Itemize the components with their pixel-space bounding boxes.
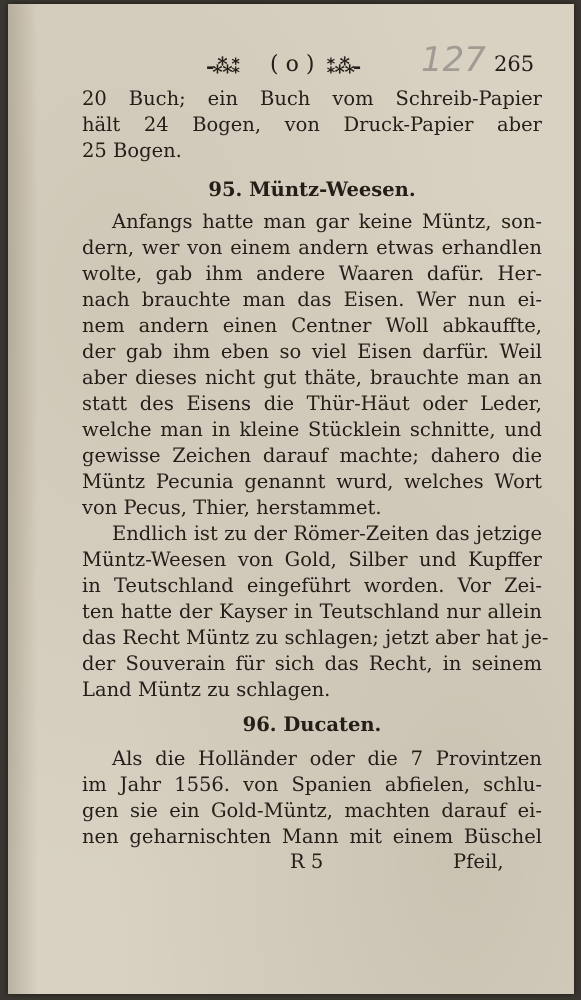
text-line: Als die Holländer oder die 7 Provintzen <box>112 747 542 770</box>
text-line: 25 Bogen. <box>82 139 182 162</box>
text-line: hält 24 Bogen, von Druck-Papier aber <box>82 113 542 136</box>
text-line: Endlich ist zu der Römer-Zeiten das jetzige <box>112 522 542 545</box>
ornament-left: -⁂⁑ <box>206 54 240 78</box>
signature-mark: ( o ) <box>270 52 315 77</box>
text-line: von Pecus, Thier, herstammet. <box>82 496 382 519</box>
ornament-right: ⁑⁂- <box>326 54 360 78</box>
text-line: Anfangs hatte man gar keine Müntz, son- <box>112 210 542 233</box>
text-line: Müntz-Weesen von Gold, Silber und Kupffer <box>82 548 542 571</box>
text-line: wolte, gab ihm andere Waaren dafür. Her- <box>82 262 542 285</box>
text-line: nen geharnischten Mann mit einem Büschel <box>82 825 542 848</box>
text-line: welche man in kleine Stücklein schnitte, und <box>82 418 542 441</box>
page-footer <box>8 850 574 880</box>
text-line: das Recht Müntz zu schlagen; jetzt aber hat je- <box>82 626 549 649</box>
handwritten-note: 127 <box>421 40 486 80</box>
text-line: der Souverain für sich das Recht, in seinem <box>82 652 542 675</box>
page-number: 265 <box>494 52 535 76</box>
book-page <box>8 4 574 994</box>
text-line: dern, wer von einem andern etwas erhandlen <box>82 236 542 259</box>
section-heading: 95. Müntz-Weesen. <box>208 178 416 201</box>
section-heading: 96. Ducaten. <box>242 713 382 736</box>
running-head <box>8 40 574 88</box>
text-line: Müntz Pecunia genannt wurd, welches Wort <box>82 470 542 493</box>
text-line: der gab ihm eben so viel Eisen darfür. Weil <box>82 340 542 363</box>
text-line: statt des Eisens die Thür-Häut oder Leder, <box>82 392 542 415</box>
text-line: 20 Buch; ein Buch vom Schreib-Papier <box>82 87 542 110</box>
text-line: nem andern einen Centner Woll abkauffte, <box>82 314 542 337</box>
signature-letter: R 5 <box>290 850 324 873</box>
text-line: nach brauchte man das Eisen. Wer nun ei- <box>82 288 542 311</box>
catchword: Pfeil, <box>453 850 504 873</box>
text-line: gen sie ein Gold-Müntz, machten darauf ei- <box>82 799 542 822</box>
text-line: Land Müntz zu schlagen. <box>82 678 331 701</box>
text-line: aber dieses nicht gut thäte, brauchte man an <box>82 366 542 389</box>
text-line: gewisse Zeichen darauf machte; dahero die <box>82 444 542 467</box>
text-line: im Jahr 1556. von Spanien abfielen, schlu- <box>82 773 542 796</box>
text-line: in Teutschland eingeführt worden. Vor Zei- <box>82 574 542 597</box>
text-line: ten hatte der Kayser in Teutschland nur allein <box>82 600 542 623</box>
